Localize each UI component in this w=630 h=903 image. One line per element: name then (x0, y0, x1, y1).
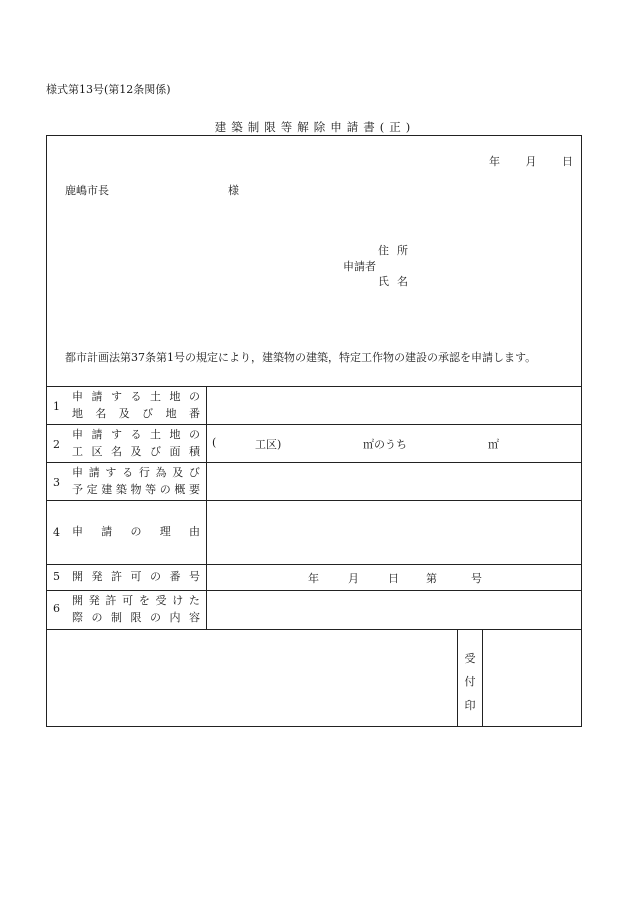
label-char: 予 (72, 483, 83, 496)
permit-day-label: 日 (388, 572, 399, 585)
label-char: び (150, 445, 161, 458)
application-form-frame (46, 135, 582, 727)
label-divider (206, 386, 207, 629)
label-line (72, 443, 200, 460)
label-char: る (130, 428, 142, 441)
label-char: 積 (189, 445, 200, 458)
label-text (72, 426, 200, 443)
label-char: の (189, 428, 200, 441)
reception-divider (457, 629, 458, 727)
label-char: 請 (88, 466, 100, 479)
label-char: び (142, 407, 154, 420)
label-char: 番 (188, 407, 200, 420)
form-number: 様式第13号(第12条関係) (46, 83, 171, 96)
label-char: 受 (155, 594, 167, 607)
row-number: 3 (53, 476, 60, 489)
ward-open-paren: ( (212, 436, 217, 449)
area-of-label (363, 436, 407, 452)
row-label (72, 592, 200, 626)
label-char: 号 (189, 570, 200, 583)
label-char: の (150, 570, 161, 583)
reception-stamp-char: 受 (464, 652, 476, 665)
label-char: 名 (95, 407, 107, 420)
label-line (72, 388, 200, 405)
row-label (72, 464, 200, 498)
permit-year-label: 年 (308, 572, 319, 585)
label-char: け (172, 594, 184, 607)
label-char: 定 (86, 483, 98, 496)
label-char: 地 (165, 407, 177, 420)
label-char: 築 (115, 483, 127, 496)
divider (47, 564, 581, 565)
label-char: 要 (189, 483, 200, 496)
row-label (72, 523, 200, 540)
divider (47, 629, 581, 630)
date-day-label: 日 (562, 155, 573, 168)
label-char: 建 (101, 483, 113, 496)
label-line (72, 464, 200, 481)
label-char: 地 (72, 407, 83, 420)
divider (47, 500, 581, 501)
label-char: 及 (118, 407, 130, 420)
addressee-honorific: 様 (228, 184, 239, 197)
label-char: 限 (130, 611, 142, 624)
row-label (72, 426, 200, 460)
label-char: 可 (122, 594, 134, 607)
label-line (72, 405, 200, 422)
label-char: た (188, 594, 200, 607)
label-char: 際 (72, 611, 83, 624)
label-char: す (111, 428, 122, 441)
row-number: 4 (53, 526, 60, 539)
label-char: 可 (130, 570, 142, 583)
label-text (72, 523, 200, 540)
row-label (72, 568, 200, 585)
label-line (72, 426, 200, 443)
label-char: 請 (91, 390, 103, 403)
divider (47, 590, 581, 591)
label-char: 土 (150, 390, 161, 403)
label-line (72, 592, 200, 609)
label-char: 及 (130, 445, 142, 458)
label-line (72, 481, 200, 498)
addressee: 鹿嶋市長 (65, 184, 109, 197)
reception-stamp-char: 印 (464, 699, 476, 712)
label-char: 面 (169, 445, 181, 458)
divider (47, 386, 581, 387)
label-char: る (122, 466, 134, 479)
applicant-address-label: 住所 (378, 244, 416, 257)
label-char: の (159, 483, 171, 496)
label-char: 土 (150, 428, 161, 441)
form-title: 建築制限等解除申請書(正) (214, 120, 416, 134)
label-char: 発 (91, 570, 103, 583)
label-char: 申 (72, 466, 83, 479)
permit-month-label: 月 (348, 572, 359, 585)
label-char: 理 (159, 525, 171, 538)
label-char: 名 (111, 445, 122, 458)
label-line (72, 568, 200, 585)
label-line (72, 523, 200, 540)
application-statement: 都市計画法第37条第1号の規定により，建築物の建築，特定工作物の建設の承認を申請します。 (65, 351, 537, 364)
row-number: 5 (53, 570, 60, 583)
label-char: 許 (111, 570, 122, 583)
label-char: 請 (91, 428, 103, 441)
label-char: を (138, 594, 150, 607)
label-char: 物 (130, 483, 142, 496)
applicant-name-label: 氏名 (378, 275, 416, 288)
label-text (72, 388, 200, 405)
reception-divider (482, 629, 483, 727)
permit-dai-label: 第 (426, 572, 437, 585)
label-char: 発 (88, 594, 100, 607)
label-text (72, 405, 200, 422)
permit-go-label: 号 (471, 572, 482, 585)
label-char: の (130, 525, 142, 538)
label-char: 工 (72, 445, 83, 458)
label-char: 申 (72, 428, 83, 441)
area-unit: ㎡ (363, 438, 374, 451)
applicant-label: 申請者 (343, 260, 376, 273)
date-year-label: 年 (489, 155, 500, 168)
area-of-text: のうち (374, 438, 407, 451)
label-char: 番 (169, 570, 181, 583)
divider (47, 424, 581, 425)
label-char: る (130, 390, 142, 403)
label-line (72, 609, 200, 626)
label-text (72, 481, 200, 498)
label-char: 区 (91, 445, 103, 458)
label-char: 容 (189, 611, 200, 624)
label-char: 請 (101, 525, 113, 538)
ward-label: 工区) (255, 438, 282, 451)
label-char: び (188, 466, 200, 479)
area-unit-2: ㎡ (488, 438, 499, 451)
row-number: 2 (53, 438, 60, 451)
label-char: の (150, 611, 161, 624)
label-char: 制 (111, 611, 122, 624)
label-text (72, 568, 200, 585)
label-char: 許 (105, 594, 117, 607)
label-char: す (111, 390, 122, 403)
label-char: 内 (169, 611, 181, 624)
label-char: 概 (174, 483, 186, 496)
date-line (489, 153, 573, 169)
label-char: 申 (72, 390, 83, 403)
divider (47, 462, 581, 463)
label-char: 開 (72, 594, 83, 607)
label-char: 申 (72, 525, 83, 538)
label-text (72, 609, 200, 626)
label-char: す (105, 466, 117, 479)
label-char: の (91, 611, 103, 624)
label-char: 及 (172, 466, 184, 479)
label-char: 由 (189, 525, 200, 538)
date-month-label: 月 (525, 155, 537, 168)
label-text (72, 592, 200, 609)
label-char: 行 (138, 466, 150, 479)
label-char: 地 (169, 428, 181, 441)
label-text (72, 443, 200, 460)
row-label (72, 388, 200, 422)
reception-stamp-char: 付 (464, 675, 476, 688)
row-number: 1 (53, 400, 60, 413)
label-text (72, 464, 200, 481)
label-char: 地 (169, 390, 181, 403)
label-char: 等 (145, 483, 157, 496)
label-char: 開 (72, 570, 83, 583)
label-char: の (189, 390, 200, 403)
row-number: 6 (53, 602, 60, 615)
label-char: 為 (155, 466, 167, 479)
